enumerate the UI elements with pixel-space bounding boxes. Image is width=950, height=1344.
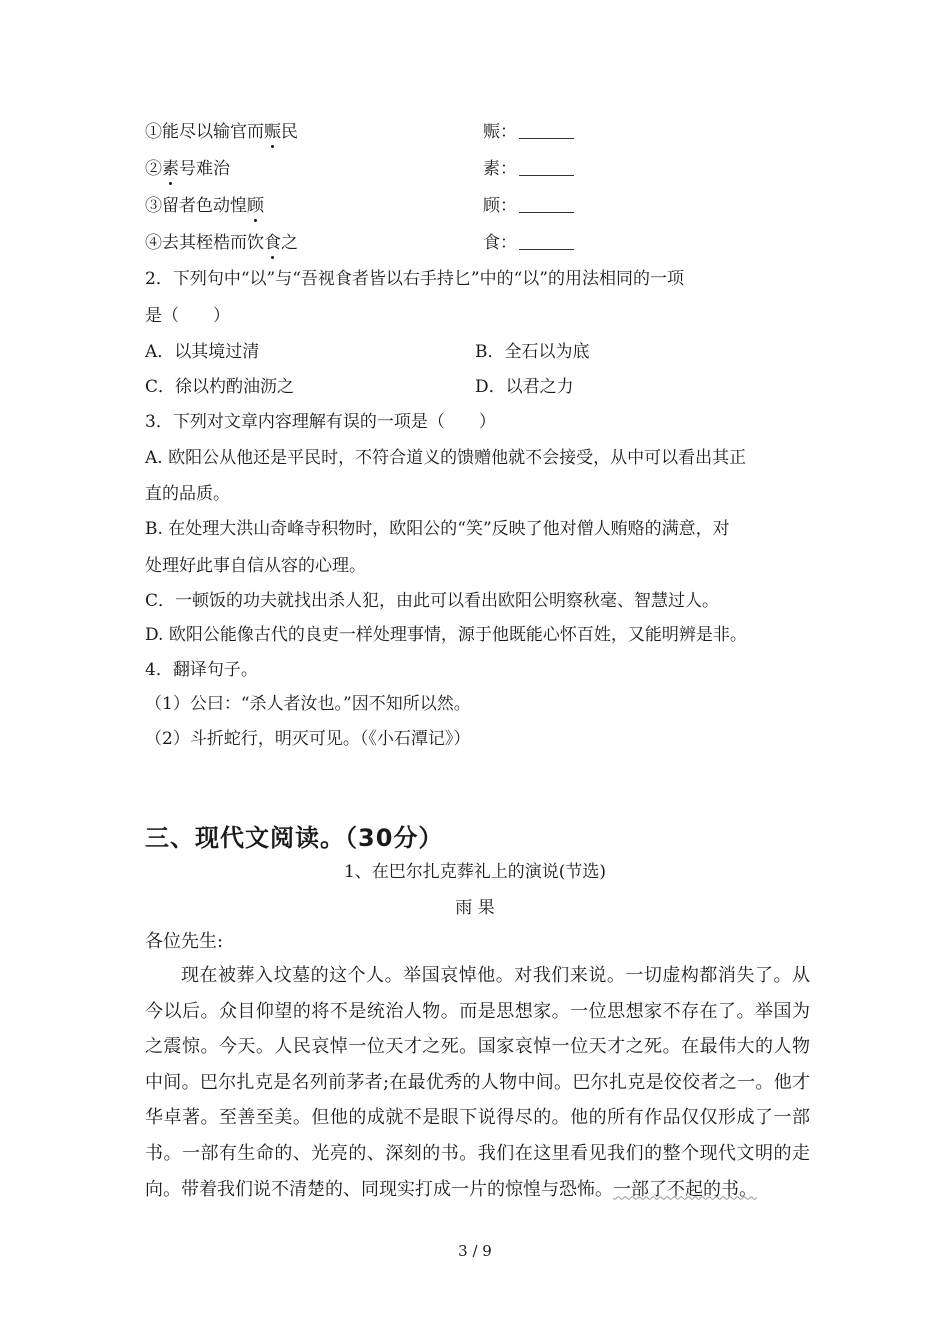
passage-paragraph — [145, 958, 810, 1207]
passage-title: 1、在巴尔扎克葬礼上的演说(节选) — [343, 862, 607, 882]
item-number: ① — [145, 122, 162, 142]
q2-stem-line1: 2．下列句中“以”与“吾视食者皆以右手持匕”中的“以”的用法相同的一项 — [145, 269, 684, 289]
q3-option-a-line1[interactable]: A. 欧阳公从他还是平民时，不符合道义的馈赠他就不会接受，从中可以看出其正 — [145, 448, 747, 468]
paragraph-text: 现在被葬入坟墓的这个人。举国哀悼他。对我们来说。一切虚构都消失了。从今以后。众目仰望的将不是统治人物。而是思想家。一位思想家不存在了。举国为之震惊。今天。人民哀悼一位天才之死。国家哀悼一位天才之死。在最伟大的人物中间。巴尔扎克是名列前茅者;在最优秀的人物中间。巴尔扎克是佼佼者之一。他才华卓著。至善至美。但他的成就不是眼下说得尽的。他的所有作品仅仅形成了一部书。一部有生命的、光亮的、深刻的书。我们在这里看见我们的整个现代文明的走向。带着我们说不清楚的、同现实打成一片的惊惶与恐怖。 — [145, 965, 810, 1200]
salutation: 各位先生: — [145, 931, 224, 952]
q2-options-row1 — [145, 341, 590, 363]
q1-item-1: ①能尽以输官而赈民 赈： — [145, 121, 298, 143]
option-a[interactable]: A．以其境过清 — [145, 342, 260, 362]
option-d[interactable]: D．以君之力 — [475, 377, 574, 397]
q1-item-4: ④去其桎梏而饮食之 食： — [145, 232, 298, 254]
answer-label: 赈： — [483, 122, 517, 142]
q1-item-2: ②素号难治 素： — [145, 158, 230, 180]
answer-label: 素： — [483, 159, 517, 179]
q3-option-c[interactable]: C．一顿饭的功夫就找出杀人犯，由此可以看出欧阳公明察秋毫、智慧过人。 — [145, 591, 720, 611]
option-c[interactable]: C．徐以杓酌油沥之 — [145, 377, 295, 397]
dotted-character: 食 — [264, 233, 281, 253]
q4-stem: 4．翻译句子。 — [145, 660, 258, 680]
section-heading: 三、现代文阅读。（30分） — [145, 824, 444, 852]
answer-blank[interactable] — [519, 159, 574, 176]
underlined-phrase: 一部了不起的书。 — [613, 1178, 757, 1200]
option-b[interactable]: B．全石以为底 — [475, 342, 590, 362]
q2-options-row2 — [145, 376, 574, 398]
passage-author: 雨 果 — [455, 898, 495, 918]
q3-option-d[interactable]: D. 欧阳公能像古代的良吏一样处理事情，源于他既能心怀百姓，又能明辨是非。 — [145, 625, 747, 645]
q3-option-b-line2: 处理好此事自信从容的心理。 — [145, 556, 366, 576]
q3-option-a-line2: 直的品质。 — [145, 484, 230, 504]
answer-label: 食： — [483, 233, 517, 253]
dotted-character: 素 — [162, 159, 179, 179]
item-number: ③ — [145, 196, 162, 216]
item-number: ② — [145, 159, 162, 179]
answer-blank[interactable] — [519, 122, 574, 139]
dotted-character: 顾 — [247, 196, 264, 216]
answer-blank[interactable] — [519, 233, 574, 250]
q3-stem: 3．下列对文章内容理解有误的一项是（ ） — [145, 412, 496, 432]
answer-label: 顾： — [483, 196, 517, 216]
q2-stem-line2: 是（ ） — [145, 306, 230, 326]
answer-blank[interactable] — [519, 196, 574, 213]
dotted-character: 赈 — [264, 122, 281, 142]
q3-option-b-line1[interactable]: B. 在处理大洪山奇峰寺积物时，欧阳公的“笑”反映了他对僧人贿赂的满意，对 — [145, 519, 730, 539]
page-number: 3 / 9 — [458, 1242, 492, 1260]
q1-item-3: ③留者色动惶顾 顾： — [145, 195, 264, 217]
q4-sentence-2: （2）斗折蛇行，明灭可见。（《小石潭记》） — [145, 729, 471, 749]
q4-sentence-1: （1）公曰：“杀人者汝也。”因不知所以然。 — [145, 694, 471, 714]
item-number: ④ — [145, 233, 162, 253]
